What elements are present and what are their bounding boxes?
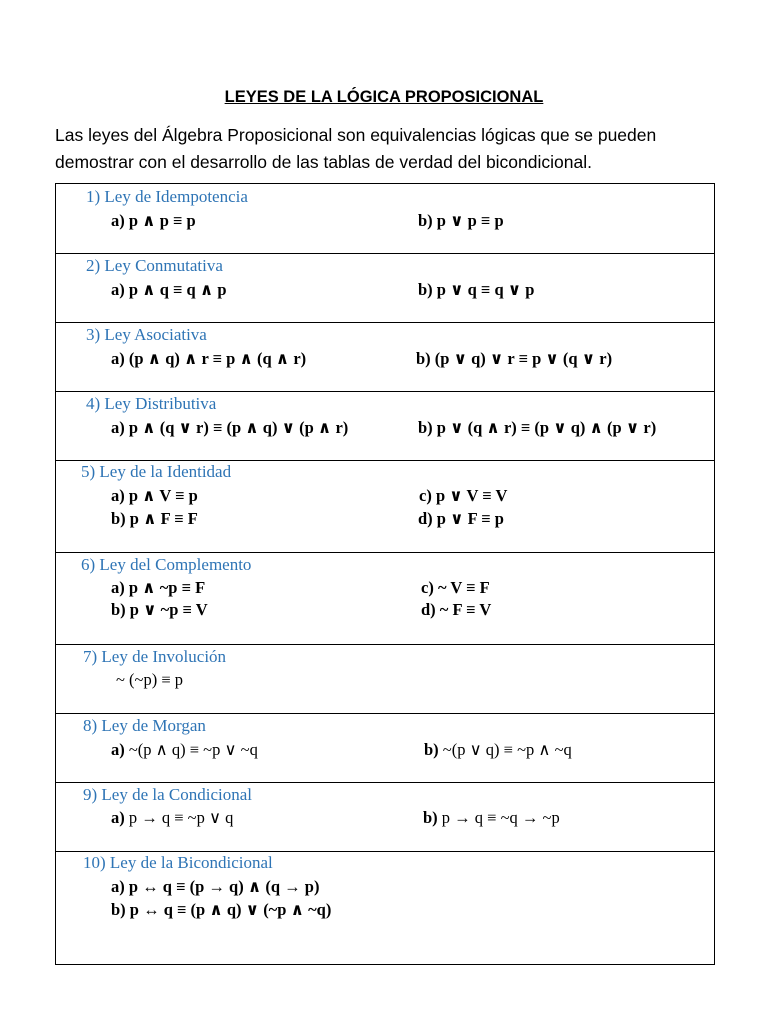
- laws-table: [55, 183, 715, 965]
- page-title: LEYES DE LA LÓGICA PROPOSICIONAL: [224, 88, 544, 106]
- law-item-b-prefix: b): [424, 740, 439, 759]
- law-item-b: b) p ∨ q ≡ q ∨ p: [418, 280, 535, 299]
- law-title: 8) Ley de Morgan: [83, 716, 206, 735]
- law-item-b: [424, 740, 572, 760]
- law-item-b: b) (p ∨ q) ∨ r ≡ p ∨ (q ∨ r): [416, 349, 613, 368]
- law-item-a: a) p ∧ (q ∨ r) ≡ (p ∧ q) ∨ (p ∧ r): [111, 418, 349, 437]
- law-title: 1) Ley de Idempotencia: [86, 187, 248, 206]
- law-row-idempotencia: [56, 184, 714, 254]
- law-item-b-prefix: b): [423, 808, 438, 827]
- law-item-a: [111, 808, 233, 828]
- intro-paragraph: [55, 122, 735, 176]
- law-item-a-prefix: a): [111, 808, 125, 827]
- law-title: 6) Ley del Complemento: [81, 555, 252, 574]
- law-item-a: a) p ∧ p ≡ p: [111, 211, 196, 230]
- law-item-b-formula: p → q ≡ ~q → ~p: [441, 808, 560, 827]
- law-title: 5) Ley de la Identidad: [81, 462, 232, 481]
- law-item-a: a) p ↔ q ≡ (p → q) ∧ (q → p): [111, 877, 320, 896]
- law-row-morgan: [56, 713, 714, 783]
- law-item-a: a) (p ∧ q) ∧ r ≡ p ∧ (q ∧ r): [111, 349, 307, 368]
- law-row-bicondicional: [56, 851, 714, 964]
- law-item-b: b) p ∨ p ≡ p: [418, 211, 504, 230]
- law-row-involucion: [56, 644, 714, 714]
- intro-line-1: Las leyes del Álgebra Proposicional son equivalencias lógicas que se pueden: [55, 125, 657, 145]
- law-row-identidad: [56, 460, 714, 553]
- law-item-a: [111, 740, 258, 760]
- law-row-complemento: [56, 552, 714, 645]
- law-title: 2) Ley Conmutativa: [86, 256, 223, 275]
- law-item-a-formula: p → q ≡ ~p ∨ q: [128, 808, 234, 827]
- law-row-distributiva: [56, 391, 714, 461]
- law-item-a: a) p ∧ ~p ≡ F: [111, 578, 206, 597]
- law-row-asociativa: [56, 322, 714, 392]
- law-item-b-prefix: b): [111, 900, 126, 919]
- law-item-b: b) p ∨ (q ∧ r) ≡ (p ∨ q) ∧ (p ∨ r): [418, 418, 657, 437]
- law-item-d: d) ~ F ≡ V: [421, 600, 492, 619]
- law-item-a-formula: ~(p ∧ q) ≡ ~p ∨ ~q: [128, 740, 258, 759]
- law-item-b: b) p ∨ ~p ≡ V: [111, 600, 208, 619]
- law-item-b-formula: ~(p ∨ q) ≡ ~p ∧ ~q: [442, 740, 572, 759]
- law-row-conmutativa: [56, 253, 714, 323]
- law-title: 9) Ley de la Condicional: [83, 785, 253, 804]
- law-item-a-prefix: a): [111, 740, 125, 759]
- law-item-a: ~ (~p) ≡ p: [116, 670, 184, 689]
- law-title: 4) Ley Distributiva: [86, 394, 217, 413]
- law-row-condicional: [56, 782, 714, 852]
- law-item-a: a) p ∧ V ≡ p: [111, 486, 198, 505]
- law-title: 3) Ley Asociativa: [86, 325, 207, 344]
- law-item-b: [423, 808, 560, 828]
- law-item-b-formula: p ↔ q ≡ (p ∧ q) ∨ (~p ∧ ~q): [129, 900, 332, 919]
- law-item-d: d) p ∨ F ≡ p: [418, 509, 504, 528]
- law-title: 7) Ley de Involución: [83, 647, 227, 666]
- intro-line-2: demostrar con el desarrollo de las tablas de verdad del bicondicional.: [55, 152, 592, 172]
- law-item-b: [111, 900, 331, 920]
- law-item-a: a) p ∧ q ≡ q ∧ p: [111, 280, 227, 299]
- law-title: 10) Ley de la Bicondicional: [83, 853, 273, 872]
- law-item-c: c) ~ V ≡ F: [421, 578, 490, 597]
- law-item-c: c) p ∨ V ≡ V: [419, 486, 508, 505]
- law-item-b: b) p ∧ F ≡ F: [111, 509, 198, 528]
